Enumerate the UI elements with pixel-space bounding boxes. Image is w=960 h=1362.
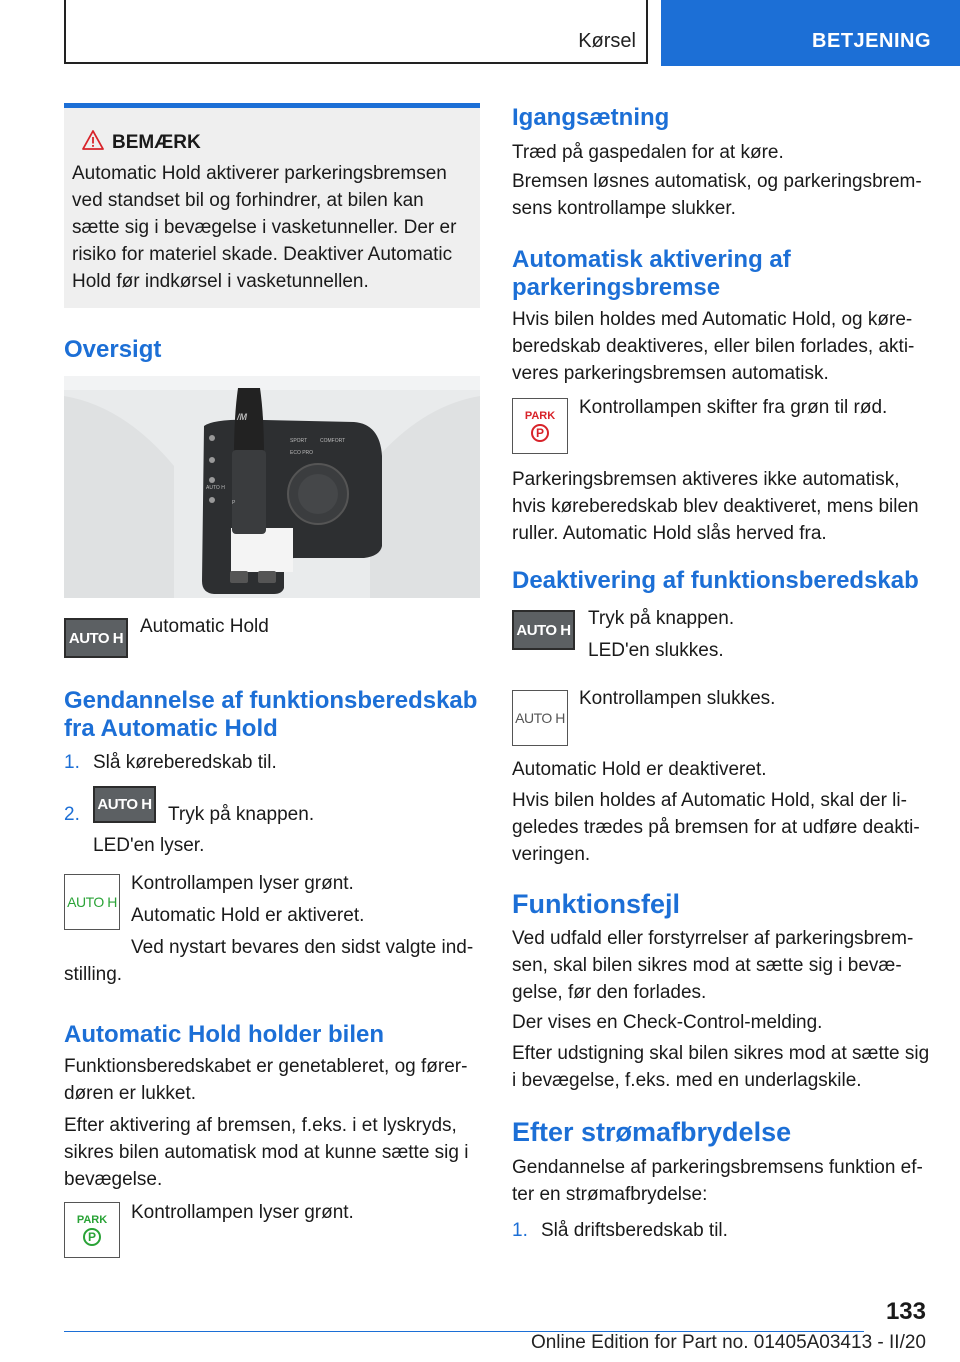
heading-funktionsfejl: Funktionsfejl (512, 889, 680, 919)
igang-p2: Bremsen løsnes automatisk, og parkeringsbrem-sens kontrollampe slukker. (512, 171, 922, 219)
step-number: 1. (64, 752, 80, 773)
console-label: P (232, 500, 236, 506)
auto-akt-p: Hvis bilen holdes med Automatic Hold, og køre-beredskab deaktiveres, eller bilen forlades, akti-veres parkeringsbremsen automatisk. (512, 309, 915, 384)
heading-deaktivering: Deaktivering af funktionsberedskab (512, 567, 919, 594)
center-console-image (64, 376, 480, 598)
header-chapter-box (64, 0, 648, 64)
heading-efter-stroemafbrydelse: Efter strømafbrydelse (512, 1117, 792, 1147)
step-number: 2. (64, 804, 80, 825)
deakt-led: LED'en slukkes. (588, 640, 724, 661)
console-label: SPORT (290, 438, 308, 444)
auto-hold-icon-label: AUTO H (515, 710, 565, 726)
deakt-p1: Automatic Hold er deaktiveret. (512, 759, 767, 780)
page-number: 133 (885, 1298, 926, 1325)
fejl-p3: Efter udstigning skal bilen sikres mod at sætte sig i bevægelse, f.eks. med en underlagskile. (512, 1043, 930, 1091)
footer-edition: Online Edition for Part no. 01405A03413 - II/20 (530, 1332, 926, 1353)
step-number: 1. (512, 1220, 528, 1241)
auto-hold-button-icon (64, 618, 128, 658)
heading-oversigt: Oversigt (64, 336, 162, 363)
step-text: Slå køreberedskab til. (93, 752, 277, 773)
nystart-text: Ved nystart bevares den sidst valgte ind-stilling. (64, 937, 474, 985)
park-icon-label: PARK (76, 1214, 108, 1226)
auto-hold-icon-label: AUTO H (67, 894, 117, 910)
fejl-p1: Ved udfald eller forstyrrelser af parkeringsbrem-sen, skal bilen sikres mod at sætte sig i bevæ-gelse, før den forlades. (512, 928, 914, 1003)
auto-hold-indicator-green-icon (64, 874, 120, 930)
park-caption: Kontrollampen lyser grønt. (131, 1202, 354, 1223)
park-icon-p: P (531, 424, 549, 442)
auto-hold-caption: Automatic Hold (140, 616, 269, 637)
auto-hold-button-icon (512, 610, 575, 650)
park-red-caption: Kontrollampen skifter fra grøn til rød. (579, 397, 888, 418)
heading-igangsaetning: Igangsætning (512, 104, 670, 131)
note-title: BEMÆRK (112, 132, 201, 153)
header-chapter: Kørsel (578, 30, 636, 52)
console-label: ECO PRO (290, 450, 314, 456)
holder-p1: Funktionsberedskabet er genetableret, og fører-døren er lukket. (64, 1056, 468, 1104)
svg-text:/M: /M (237, 412, 247, 422)
header-section-label: BETJENING (812, 30, 931, 52)
aktiveret-text: Automatic Hold er aktiveret. (131, 905, 365, 926)
kontrol-groent-text: Kontrollampen lyser grønt. (131, 873, 354, 894)
park-icon-p: P (83, 1228, 101, 1246)
auto-akt-p2: Parkeringsbremsen aktiveres ikke automatisk, hvis køreberedskab blev deaktiveret, mens bilen ruller. Automatic Hold slås herved fra. (512, 469, 919, 544)
strom-p: Gendannelse af parkeringsbremsens funktion ef-ter en strømafbrydelse: (512, 1157, 923, 1205)
auto-hold-icon-label: AUTO H (68, 629, 124, 647)
auto-hold-button-icon (93, 786, 156, 823)
note-text: Automatic Hold aktiverer parkeringsbremsen ved standset bil og forhindrer, at bilen kan sætte sig i bevægelse i vasketunneller. Der er risiko for materiel skade. Deaktiver Automatic Hold før indkørsel i vasketunnellen. (72, 163, 457, 292)
led-lyser-text: LED'en lyser. (93, 835, 205, 856)
deakt-kontrol: Kontrollampen slukkes. (579, 688, 776, 709)
parking-brake-green-icon (64, 1202, 120, 1258)
fejl-p2: Der vises en Check-Control-melding. (512, 1012, 823, 1033)
holder-p2: Efter aktivering af bremsen, f.eks. i et lyskryds, sikres bilen automatisk mod at kunne sætte sig i bevægelse. (64, 1115, 469, 1190)
parking-brake-red-icon (512, 398, 568, 454)
auto-hold-indicator-off-icon (512, 690, 568, 746)
step-text: Tryk på knappen. (168, 804, 315, 825)
igang-p1: Træd på gaspedalen for at køre. (512, 142, 784, 163)
deakt-tryk: Tryk på knappen. (588, 608, 735, 629)
heading-gendannelse: Gendannelse af funktionsberedskab fra Automatic Hold (64, 687, 478, 742)
step-text: Slå driftsberedskab til. (541, 1220, 728, 1241)
warning-icon (82, 130, 104, 150)
heading-holder: Automatic Hold holder bilen (64, 1021, 385, 1048)
park-icon-label: PARK (524, 410, 556, 422)
console-label: AUTO H (206, 485, 225, 491)
heading-automatisk-aktivering: Automatisk aktivering af parkeringsbremse (512, 246, 791, 301)
auto-hold-icon-label: AUTO H (97, 796, 152, 813)
deakt-p2: Hvis bilen holdes af Automatic Hold, skal der li-geledes trædes på bremsen for at udføre deakti-veringen. (512, 790, 920, 865)
auto-hold-icon-label: AUTO H (516, 621, 571, 639)
console-label: COMFORT (320, 438, 346, 444)
